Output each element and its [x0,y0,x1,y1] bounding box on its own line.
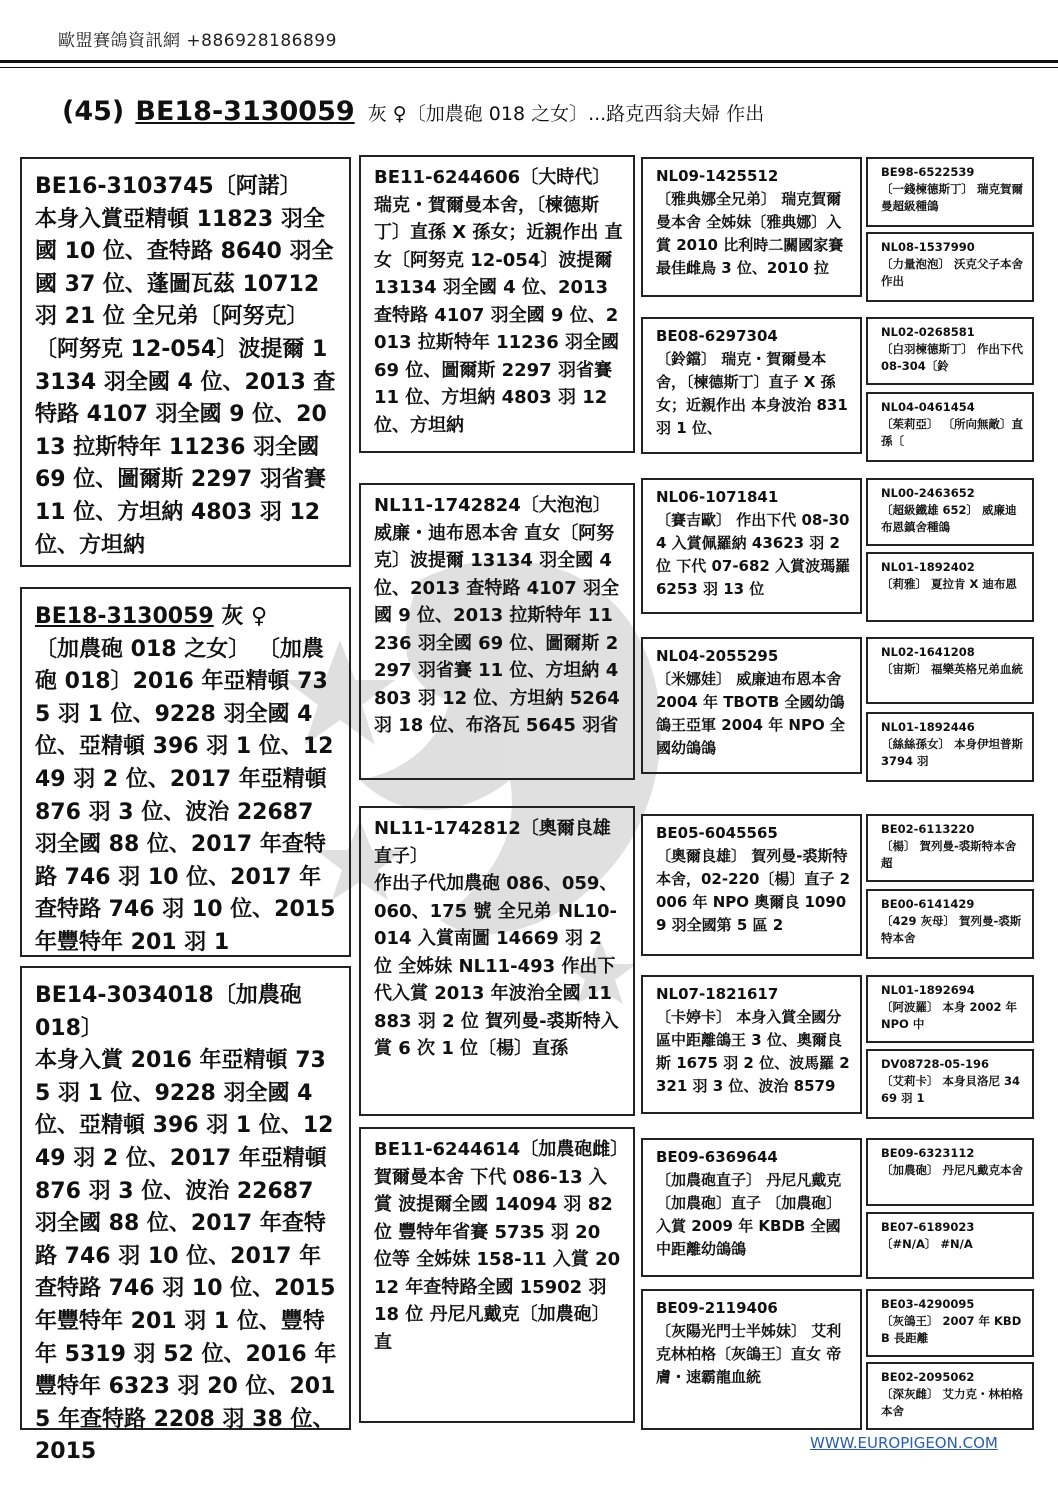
col4-box-7 [866,637,1034,704]
col4-box-15 [866,1289,1034,1357]
col1-dam-title: BE14-3034018〔加農砲 018〕 [35,983,302,1041]
col4-title-7: NL02-1641208 [881,645,975,659]
col3-box-3 [641,478,862,614]
col4-box-3 [866,317,1034,385]
col4-box-6 [866,552,1034,622]
col3-text-6: 〔卡婷卡〕 本身入賞全國分區中距離鴿王 3 位、奧爾良斯 1675 羽 2 位、波馬羅 2321 羽 3 位、波治 8579 [656,1008,850,1095]
col4-title-8: NL01-1892446 [881,720,975,734]
col4-text-3: 〔白羽楝德斯丁〕 作出下代 08-304〔鈴 [881,342,1024,373]
col3-title-1: NL09-1425512 [656,167,779,185]
col4-title-13: BE09-6323112 [881,1146,975,1160]
col4-box-10 [866,889,1034,959]
col2-box-2 [359,483,635,780]
col4-box-13 [866,1138,1034,1206]
col4-box-5 [866,478,1034,546]
col1-box-dam [20,966,351,1465]
col3-title-5: BE05-6045565 [656,824,778,842]
col4-text-15: 〔灰鴿王〕 2007 年 KBDB 長距離 [881,1314,1022,1345]
col4-title-14: BE07-6189023 [881,1220,975,1234]
col4-title-10: BE00-6141429 [881,897,975,911]
col4-box-11 [866,975,1034,1043]
col1-sire-text: 本身入賞亞精頓 11823 羽全國 10 位、查特路 8640 羽全國 37 位、蓬圖瓦茲 10712 羽 21 位 全兄弟〔阿努克〕〔阿努克 12-054〕波提爾 13134 羽全國 4 位、2013 查特路 4107 羽全國 9 位、2013 拉斯特年 11236 羽全國 69 位、圖爾斯 2297 羽省賽 11 位、方坦納 4803 羽 12 位、方坦納 [35,206,336,558]
col3-text-2: 〔鈴鐺〕 瑞克・賀爾曼本舍，〔楝德斯丁〕直子 X 孫女；近親作出 本身波治 831 羽 1 位、 [656,350,848,437]
pedigree-ring: BE18-3130059 [135,96,355,127]
col4-text-11: 〔阿波羅〕 本身 2002 年 NPO 中 [881,1000,1018,1031]
col4-box-14 [866,1212,1034,1279]
col4-box-16 [866,1362,1034,1430]
header-rule-thin [0,67,1058,68]
col4-text-2: 〔力量泡泡〕 沃克父子本舍 作出 [881,257,1024,288]
col2-title-3: NL11-1742812〔奧爾良雄直子〕 [374,818,611,867]
col1-box-sire [20,157,351,567]
col4-text-13: 〔加農砲〕 丹尼凡戴克本舍 [881,1163,1024,1177]
col3-box-2 [641,317,862,454]
col4-text-6: 〔莉雅〕 夏拉肯 X 迪布恩 [881,577,1017,591]
col4-title-9: BE02-6113220 [881,822,975,836]
col1-dam-text: 本身入賞 2016 年亞精頓 735 羽 1 位、9228 羽全國 4 位、亞精頓 396 羽 1 位、1249 羽 2 位、2017 年亞精頓 876 羽 3 位、波治 22687 羽全國 88 位、2017 年查特路 746 羽 10 位、2017 年查特路 746 羽 10 位、2015 年豐特年 201 羽 1 位、豐特年 5319 羽 52 位、2016 年豐特年 6323 羽 20 位、2015 年查特路 2208 羽 38 位、2015 [35,1048,337,1465]
col3-title-8: BE09-2119406 [656,1299,778,1317]
col4-box-1 [866,157,1034,227]
col2-text-3: 作出子代加農砲 086、059、060、175 號 全兄弟 NL10-014 入賞南圖 14669 羽 2 位 全姊妹 NL11-493 作出下代入賞 2013 年波治全國 11883 羽 2 位 賀列曼-裘斯特入賞 6 次 1 位〔楊〕直孫 [374,873,619,1059]
col4-title-5: NL00-2463652 [881,486,975,500]
col4-text-4: 〔茱莉亞〕 〔所向無敵〕直孫〔 [881,417,1024,448]
col3-text-7: 〔加農砲直子〕 丹尼凡戴克〔加農砲〕直子 〔加農砲〕入賞 2009 年 KBDB 全國中距離幼鴿鴿 [656,1171,842,1258]
col4-title-6: NL01-1892402 [881,560,975,574]
col3-title-2: BE08-6297304 [656,327,778,345]
col4-text-5: 〔超級鐵雄 652〕 威廉迪布恩鎮舍種鴿 [881,503,1017,534]
col2-box-1 [359,155,635,453]
col2-text-4: 賀爾曼本舍 下代 086-13 入賞 波提爾全國 14094 羽 82 位 豐特年省賽 5735 羽 20 位等 全姊妹 158-11 入賞 2012 年查特路全國 15902 羽 18 位 丹尼凡戴克〔加農砲〕直 [374,1166,621,1353]
col4-text-10: 〔429 灰母〕 賀列曼-裘斯特本舍 [881,914,1022,945]
col3-box-1 [641,157,862,297]
col3-box-6 [641,975,862,1114]
col3-box-5 [641,814,862,956]
col2-title-4: BE11-6244614〔加農砲雌〕 [374,1139,629,1160]
col4-title-11: NL01-1892694 [881,983,975,997]
col4-title-1: BE98-6522539 [881,165,975,179]
col3-box-7 [641,1138,862,1277]
col2-box-3 [359,806,635,1116]
col4-title-16: BE02-2095062 [881,1370,975,1384]
col2-title-1: BE11-6244606〔大時代〕 [374,167,611,188]
pedigree-title [62,96,764,127]
col4-text-9: 〔楊〕 賀列曼-裘斯特本舍超 [881,839,1017,870]
col4-title-2: NL08-1537990 [881,240,975,254]
col2-text-1: 瑞克・賀爾曼本舍，〔楝德斯丁〕直孫 X 孫女；近親作出 直女〔阿努克 12-054〕波提爾 13134 羽全國 4 位、2013 查特路 4107 羽全國 9 位、2013 拉斯特年 11236 羽全國 69 位、圖爾斯 2297 羽省賽 11 位、方坦納 4803 羽 12 位、方坦納 [374,194,623,436]
col2-box-4 [359,1127,635,1423]
col3-title-3: NL06-1071841 [656,488,779,506]
pedigree-description: 灰 ♀〔加農砲 018 之女〕...路克西翁夫婦 作出 [367,103,765,125]
header-rule-thick [0,60,1058,63]
col1-subject-text: 〔加農砲 018 之女〕 〔加農砲 018〕2016 年亞精頓 735 羽 1 位、9228 羽全國 4 位、亞精頓 396 羽 1 位、1249 羽 2 位、2017 年亞精頓 876 羽 3 位、波治 22687 羽全國 88 位、2017 年查特路 746 羽 10 位、2017 年查特路 746 羽 10 位、2015 年豐特年 201 羽 1 [35,636,336,955]
col4-text-7: 〔宙斯〕 福樂英格兄弟血統 [881,662,1024,676]
col3-title-6: NL07-1821617 [656,985,779,1003]
col4-text-1: 〔一錢楝德斯丁〕 瑞克賀爾曼超級種鴿 [881,182,1024,213]
col4-box-9 [866,814,1034,882]
col3-text-3: 〔賽吉歐〕 作出下代 08-304 入賞佩羅納 43623 羽 2 位 下代 07-682 入賞波瑪羅 6253 羽 13 位 [656,511,851,598]
col3-title-7: BE09-6369644 [656,1148,778,1166]
col4-text-16: 〔深灰雌〕 艾力克・林柏格本舍 [881,1387,1024,1418]
col1-subject-color: 灰 ♀ [213,604,268,629]
col4-title-12: DV08728-05-196 [881,1057,990,1071]
pedigree-number: (45) [62,96,125,127]
col3-title-4: NL04-2055295 [656,647,779,665]
col1-sire-title: BE16-3103745〔阿諾〕 [35,174,302,199]
col4-text-14: 〔#N/A〕 #N/A [881,1237,973,1251]
site-header: 歐盟賽鴿資訊網 +886928186899 [58,31,337,51]
col2-title-2: NL11-1742824〔大泡泡〕 [374,495,611,516]
col4-title-3: NL02-0268581 [881,325,975,339]
col1-box-subject [20,587,351,957]
footer-website-link[interactable]: WWW.EUROPIGEON.COM [810,1434,998,1452]
col4-box-2 [866,232,1034,302]
col3-text-5: 〔奧爾良雄〕 賀列曼-裘斯特本舍，02-220〔楊〕直子 2006 年 NPO 奧爾良 10909 羽全國第 5 區 2 [656,847,851,934]
col4-text-12: 〔艾莉卡〕 本身貝洛尼 3469 羽 1 [881,1074,1021,1105]
col1-subject-ring: BE18-3130059 [35,604,214,629]
col2-text-2: 威廉・迪布恩本舍 直女〔阿努克〕波提爾 13134 羽全國 4 位、2013 查特路 4107 羽全國 9 位、2013 拉斯特年 11236 羽全國 69 位、圖爾斯 2297 羽省賽 11 位、方坦納 4803 羽 12 位、方坦納 5264 羽 18 位、布洛瓦 5645 羽省 [374,522,620,736]
col4-title-4: NL04-0461454 [881,400,975,414]
col4-box-12 [866,1049,1034,1119]
col3-box-4 [641,637,862,774]
col3-text-4: 〔米娜娃〕 威廉迪布恩本舍 2004 年 TBOTB 全國幼鴿鴿王亞軍 2004 年 NPO 全國幼鴿鴿 [656,670,845,757]
col4-title-15: BE03-4290095 [881,1297,975,1311]
col4-text-8: 〔絲絲孫女〕 本身伊坦普斯 3794 羽 [881,737,1024,768]
col3-box-8 [641,1289,862,1430]
col4-box-8 [866,712,1034,782]
col3-text-1: 〔雅典娜全兄弟〕 瑞克賀爾曼本舍 全姊妹〔雅典娜〕入賞 2010 比利時二關國家賽最佳雌鳥 3 位、2010 拉 [656,190,844,277]
col4-box-4 [866,392,1034,462]
col3-text-8: 〔灰陽光門士半姊妹〕 艾利克林柏格〔灰鴿王〕直女 帝膚・速霸龍血統 [656,1322,842,1386]
